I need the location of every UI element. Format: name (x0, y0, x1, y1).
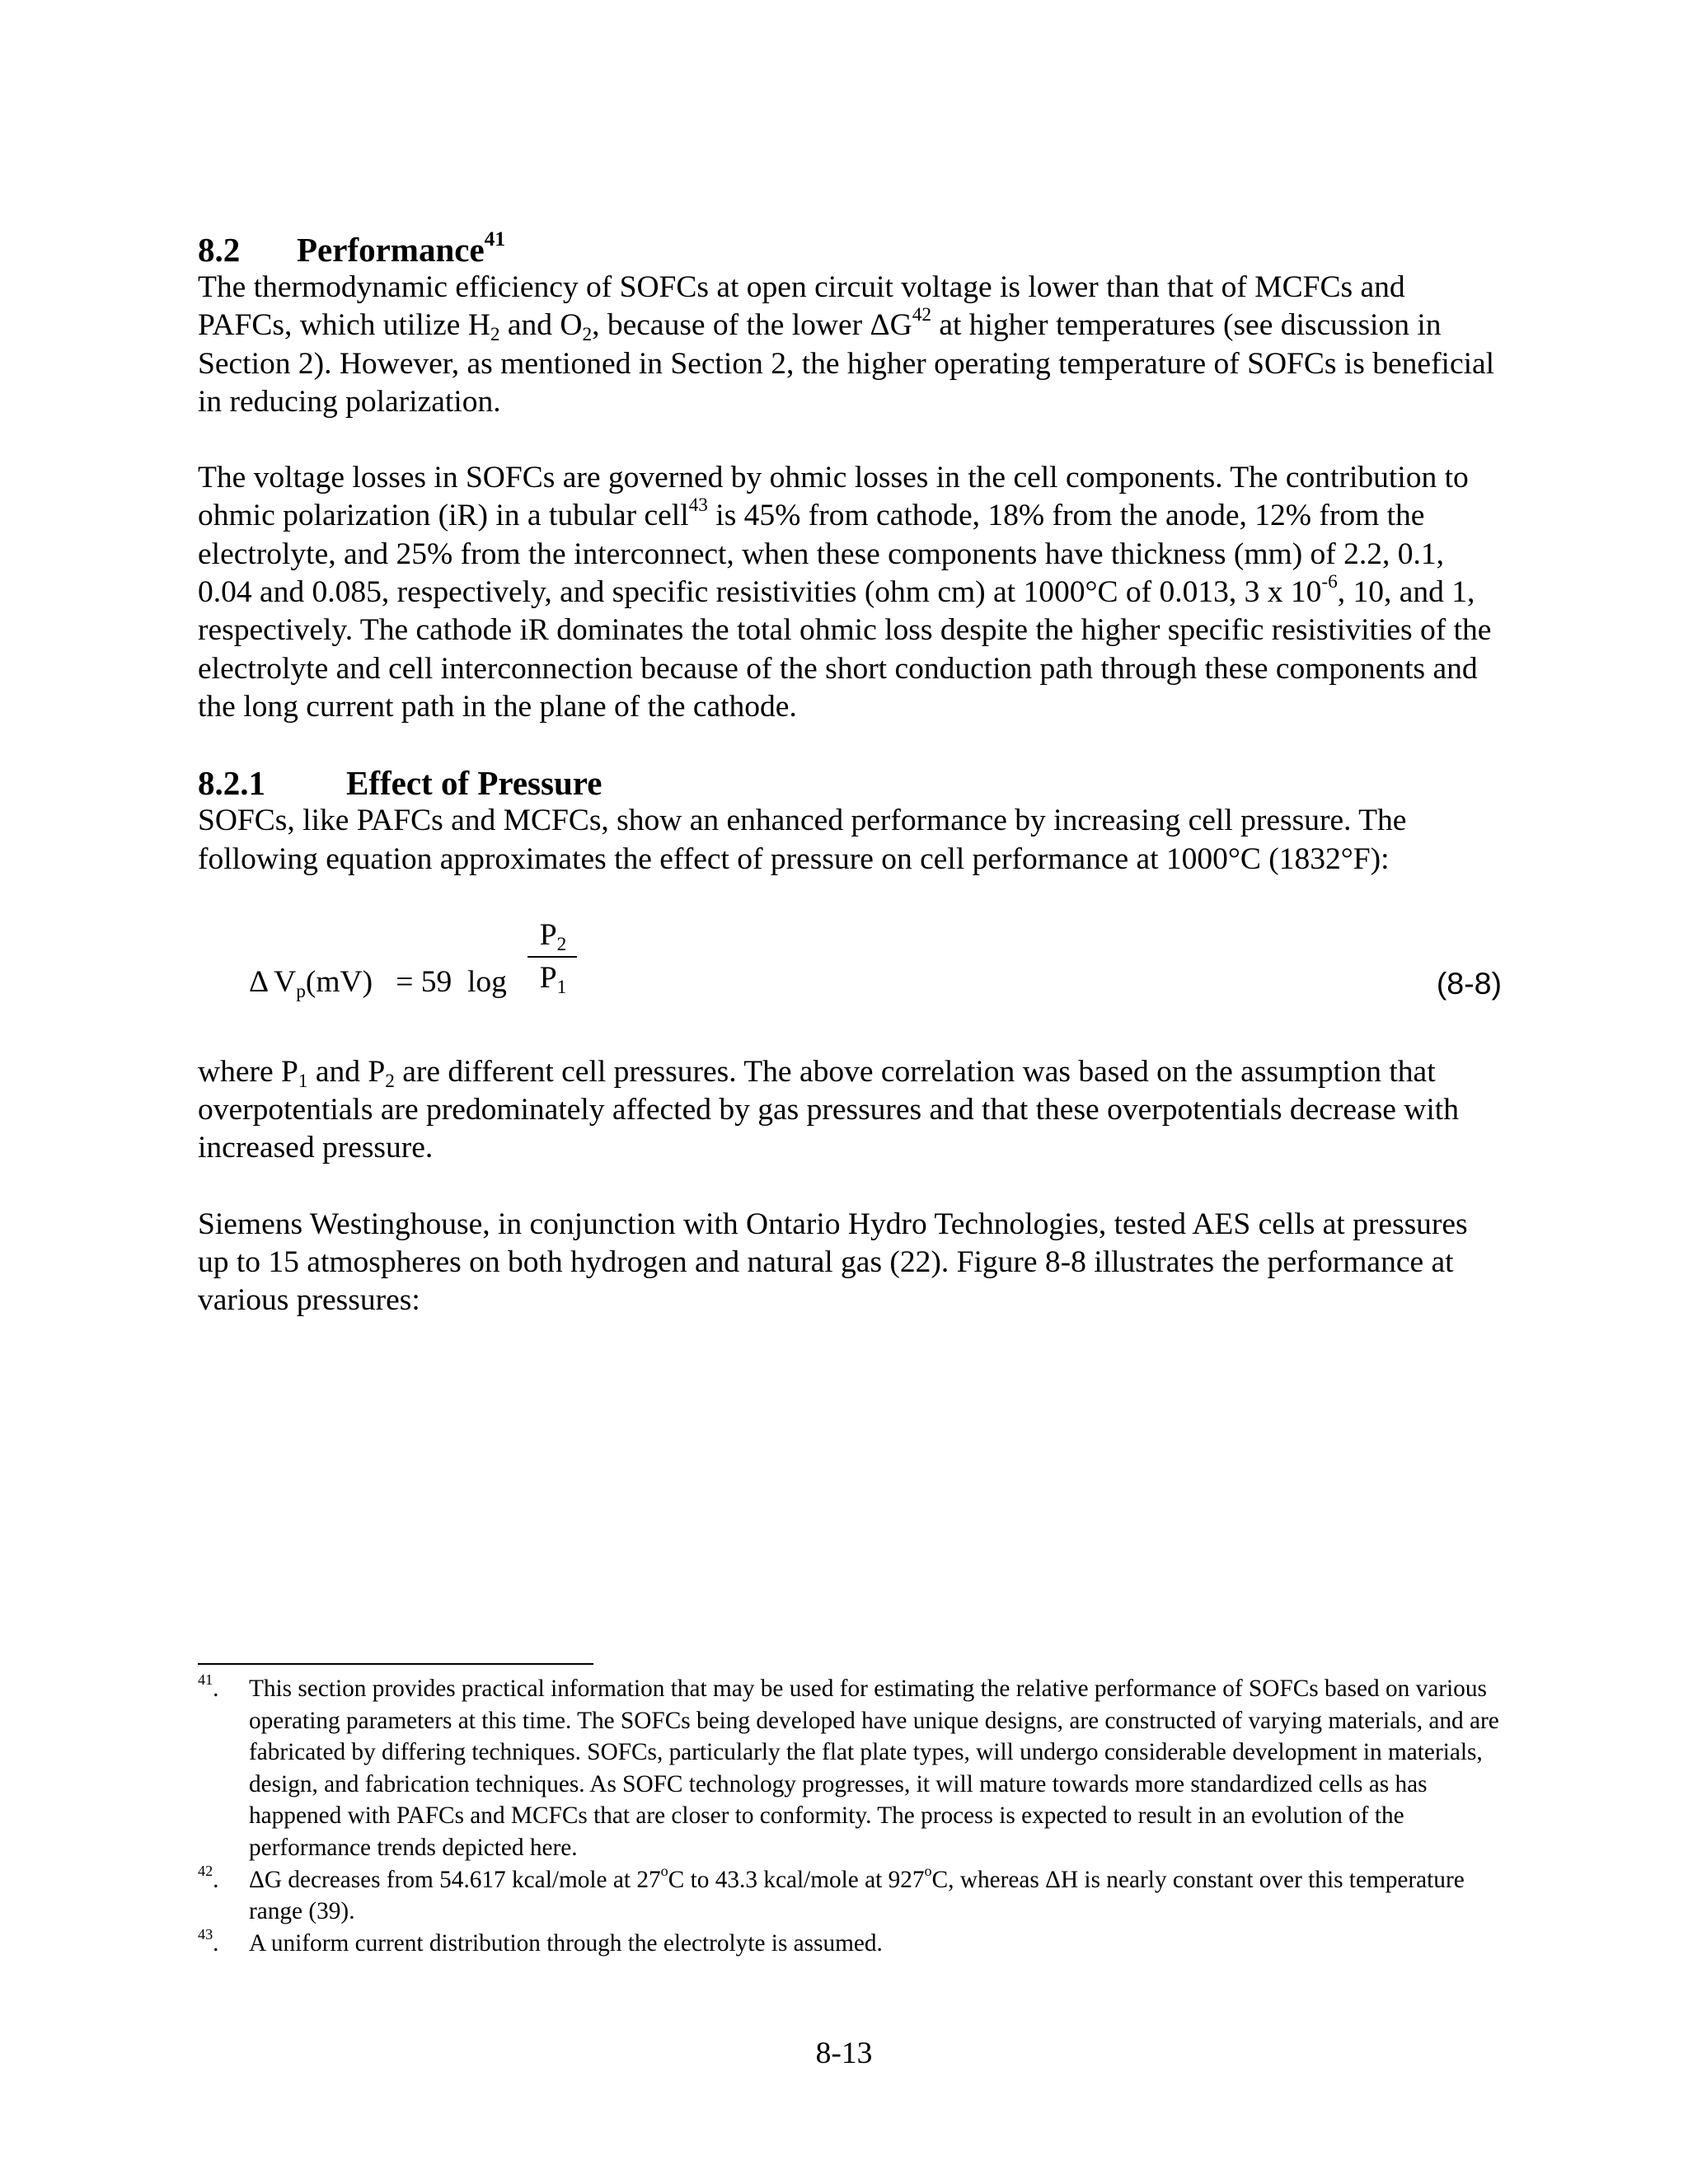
subsection-heading (198, 764, 1500, 802)
paragraph-pressure-intro: SOFCs, like PAFCs and MCFCs, show an enhanced performance by increasing cell pressure. The following equation approximates the effect of pressure on cell performance at 1000°C (1832°F): (198, 804, 1407, 876)
footnote-mark: $^{41}$. (198, 1671, 219, 1702)
equation-fraction (528, 916, 579, 997)
page-body (198, 227, 1502, 1320)
paragraph-siemens: Siemens Westinghouse, in conjunction with Ontario Hydro Technologies, tested AES cells at pressures up to 15 atmospheres on both hydrogen and natural gas (22). Figure 8-8 illustrates the performance at various pressures: (198, 1207, 1468, 1318)
section-number: 8.2 (198, 231, 241, 269)
section-title: Performance (297, 231, 485, 269)
paragraph-correlation: where $P_1$ and $P_2$ are different cell pressures. The above correlation was based on the assumption that overpotentials are predominately affected by gas pressures and that these overpotentials decrease with increased pressure. (198, 1054, 1459, 1165)
footnotes (198, 1673, 1508, 1959)
equation-lhs: Δ $V_p(mV)$ = 59 log (249, 964, 507, 1002)
footnote-ref-43: 43 (688, 494, 708, 517)
footnote-separator (198, 1663, 593, 1665)
subsection-title: Effect of Pressure (346, 764, 603, 803)
footnote-mark: $^{43}$. (198, 1926, 219, 1957)
footnote-ref-42: 42 (912, 303, 931, 326)
section-heading (198, 227, 1500, 269)
footnote-41: $^{41}$. This section provides practical information that may be used for estimating the relative performance of SOFCs based on various operating parameters at this time. The SOFCs being developed have unique designs, are constructed of varying materials, and are fabricated by differing techniques. SOFCs, particularly the flat plate types, will undergo considerable development in materials, design, and fabrication techniques. As SOFC technology progresses, it will mature towards more standardized cells as has happened with PAFCs and MCFCs that are closer to conformity. The process is expected to result in an evolution of the performance trends depicted here. (198, 1671, 1499, 1861)
subsection-number: 8.2.1 (198, 764, 265, 803)
paragraph-voltage-losses: The voltage losses in SOFCs are governed by ohmic losses in the cell components. The contribution to ohmic polarization (iR) in a tubular cell$^{43}$ is 45% from cathode, 18% from the anode, 12% from the electrolyte, and 25% from the interconnect, when these components have thickness (mm) of 2.2, 0.1, 0.04 and 0.085, respectively, and specific resistivities (ohm cm) at 1000°C of 0.013, 3 x $10^{-6}$, 10, and 1, respectively. The cathode iR dominates the total ohmic loss despite the higher specific resistivities of the electrolyte and cell interconnection because of the short conduction path through these components and the long current path in the plane of the cathode. (198, 461, 1492, 724)
equation-number: (8-8) (1436, 965, 1502, 1001)
footnote-42: $^{42}$. ΔG decreases from 54.617 kcal/mole at 27$^o$C to 43.3 kcal/mole at 927$^o$C, whereas ΔH is nearly constant over this temperature range (39). (198, 1862, 1465, 1925)
page-number: 8-13 (815, 2036, 873, 2070)
footnote-ref-41: 41 (484, 227, 506, 251)
paragraph-efficiency: The thermodynamic efficiency of SOFCs at open circuit voltage is lower than that of MCFCs and PAFCs, which utilize $H_2$ and $O_2$, because of the lower ΔG$^{42}$ at higher temperatures (see discussion in Section 2). However, as mentioned in Section 2, the higher operating temperature of SOFCs is beneficial in reducing polarization. (198, 270, 1495, 419)
equation-8-8 (198, 916, 1500, 1040)
footnote-mark: $^{42}$. (198, 1862, 219, 1893)
footnote-43: $^{43}$. A uniform current distribution through the electrolyte is assumed. (198, 1928, 1508, 1960)
fraction-bar (528, 956, 577, 958)
fraction-numerator: $P_2$ (539, 917, 567, 955)
fraction-denominator: $P_1$ (539, 960, 567, 998)
